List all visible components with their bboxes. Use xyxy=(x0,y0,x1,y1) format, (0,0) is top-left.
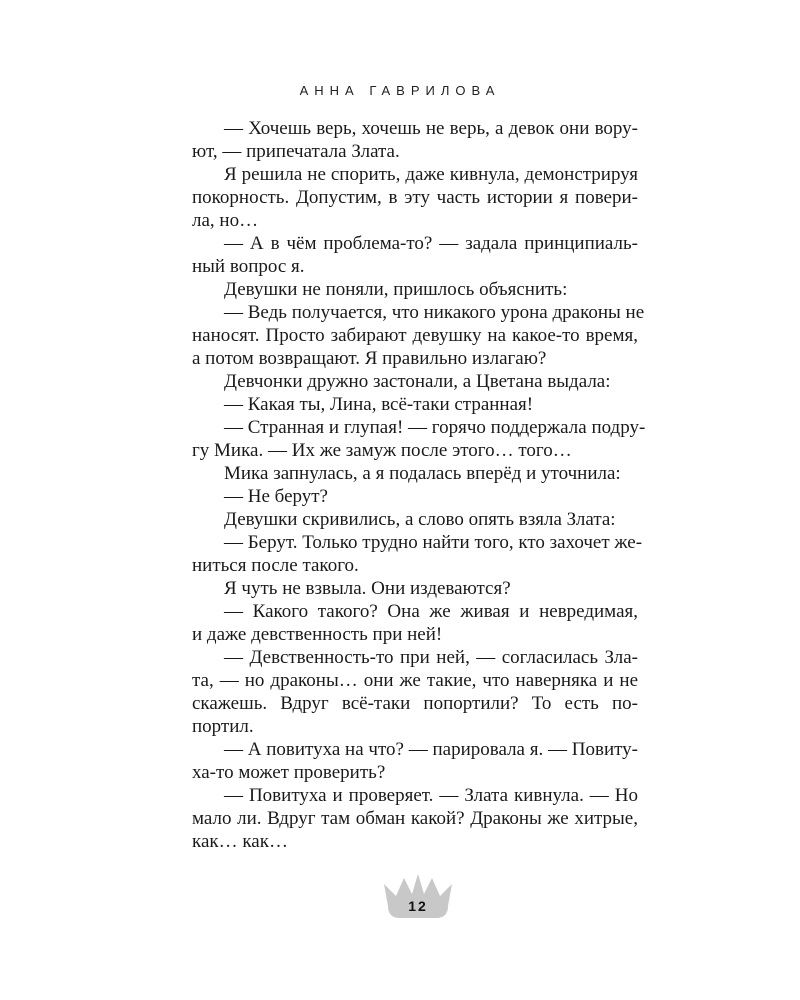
text-line: ла, но… xyxy=(192,210,259,231)
text-line: Мика запнулась, а я подалась вперёд и уточнила: xyxy=(224,463,621,484)
text-line: Девушки не поняли, пришлось объяснить: xyxy=(224,279,568,300)
text-line: ют, — припечатала Злата. xyxy=(192,141,400,162)
text-line: — Какого такого? Она же живая и невредимая, xyxy=(224,601,638,622)
text-line: — Какая ты, Лина, всё-таки странная! xyxy=(224,394,534,415)
text-line: — А в чём проблема-то? — задала принципиаль- xyxy=(224,233,638,254)
text-line: Девчонки дружно застонали, а Цветана выдала: xyxy=(224,371,611,392)
text-line: Я решила не спорить, даже кивнула, демонстрируя xyxy=(224,164,638,185)
page-text xyxy=(192,117,646,853)
text-line: покорность. Допустим, в эту часть истории я повери- xyxy=(192,187,638,208)
text-line: — Странная и глупая! — горячо поддержала подру- xyxy=(224,417,646,438)
text-line: а потом возвращают. Я правильно излагаю? xyxy=(192,348,547,369)
text-line: скажешь. Вдруг всё-таки попортили? То есть по- xyxy=(192,693,638,714)
text-line: и даже девственность при ней! xyxy=(192,624,443,645)
text-line: — Хочешь верь, хочешь не верь, а девок они вору- xyxy=(224,118,638,139)
text-line: ха-то может проверить? xyxy=(192,762,386,783)
text-line: та, — но драконы… они же такие, что наверняка и не xyxy=(192,670,638,691)
text-line: — Девственность-то при ней, — согласилась Зла- xyxy=(224,647,638,668)
text-line: Я чуть не взвыла. Они издеваются? xyxy=(224,578,511,599)
page-number: 12 xyxy=(408,898,428,914)
text-line: — Ведь получается, что никакого урона драконы не xyxy=(224,302,645,323)
text-line: — Не берут? xyxy=(224,486,328,507)
text-line: наносят. Просто забирают девушку на какое-то время, xyxy=(192,325,638,346)
text-line: ный вопрос я. xyxy=(192,256,305,277)
page-number-badge xyxy=(380,870,456,920)
text-line: — А повитуха на что? — парировала я. — Повиту- xyxy=(224,739,638,760)
text-line: как… как… xyxy=(192,831,288,852)
text-line: портил. xyxy=(192,716,254,737)
text-line: — Берут. Только трудно найти того, кто захочет же- xyxy=(224,532,643,553)
text-line: ниться после такого. xyxy=(192,555,359,576)
text-line: мало ли. Вдруг там обман какой? Драконы же хитрые, xyxy=(192,808,638,829)
running-head: АННА ГАВРИЛОВА xyxy=(299,83,501,98)
text-line: Девушки скривились, а слово опять взяла Злата: xyxy=(224,509,616,530)
text-line: гу Мика. — Их же замуж после этого… того… xyxy=(192,440,572,461)
text-line: — Повитуха и проверяет. — Злата кивнула. — Но xyxy=(224,785,638,806)
